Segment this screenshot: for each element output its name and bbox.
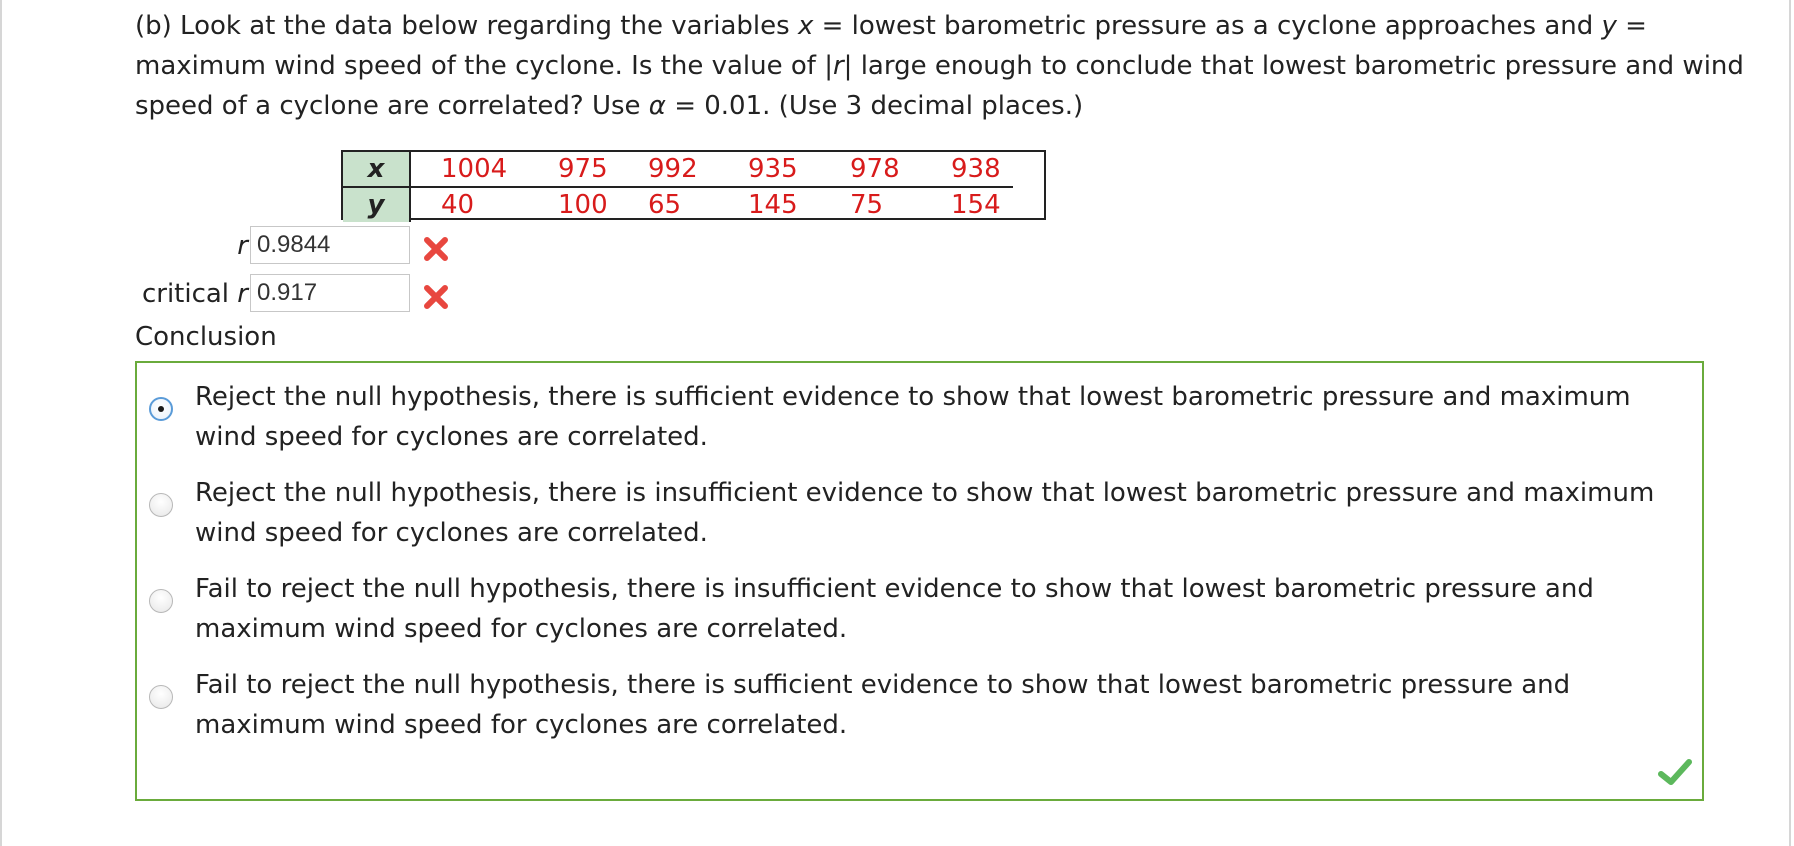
x-header: x <box>343 152 410 187</box>
question-text: (b) Look at the data below regarding the variables x = lowest barometric pressure as a cyclone approaches and y = maximum wind speed of the cyclone. Is the value of |r| large enough to conclude that lowest barometric pressure and wind speed of a cyclone are correlated? Use α = 0.01. (Use 3 decimal places.) <box>135 11 1744 121</box>
radio-button[interactable] <box>149 589 173 613</box>
critical-r-input[interactable]: 0.917 <box>250 274 410 312</box>
x-value: 978 <box>850 152 951 187</box>
x-mark-icon <box>421 234 451 264</box>
y-value: 145 <box>748 190 798 220</box>
r-label: r <box>237 231 248 261</box>
critical-r-label: critical r <box>141 279 248 309</box>
x-value: 938 <box>951 152 1013 187</box>
option-label[interactable]: Fail to reject the null hypothesis, there is insufficient evidence to show that lowest barometric pressure and maximum wind speed for cyclones are correlated. <box>195 574 1594 644</box>
option-label[interactable]: Fail to reject the null hypothesis, there is sufficient evidence to show that lowest barometric pressure and maximum wind speed for cyclones are correlated. <box>195 670 1571 740</box>
x-value: 935 <box>748 152 850 187</box>
r-input[interactable]: 0.9844 <box>250 226 410 264</box>
table-row-y <box>343 187 1013 222</box>
radio-button[interactable] <box>149 493 173 517</box>
x-value: 975 <box>558 152 648 187</box>
left-frame-border <box>0 0 2 846</box>
x-value: 1004 <box>410 152 558 187</box>
y-value: 154 <box>951 190 1001 220</box>
radio-button-selected[interactable] <box>149 397 173 421</box>
option-label[interactable]: Reject the null hypothesis, there is insufficient evidence to show that lowest barometric pressure and maximum wind speed for cyclones are correlated. <box>195 478 1655 548</box>
data-table <box>343 152 1013 222</box>
x-mark-icon <box>421 282 451 312</box>
check-mark-icon <box>1658 757 1692 787</box>
radio-button[interactable] <box>149 685 173 709</box>
option-label[interactable]: Reject the null hypothesis, there is sufficient evidence to show that lowest barometric pressure and maximum wind speed for cyclones are correlated. <box>195 382 1631 452</box>
y-value: 75 <box>850 190 884 220</box>
y-value: 40 <box>441 190 475 220</box>
conclusion-label: Conclusion <box>135 322 277 352</box>
table-row-x <box>343 152 1013 187</box>
x-value: 992 <box>648 152 748 187</box>
right-frame-border <box>1789 0 1791 846</box>
y-value: 65 <box>648 190 682 220</box>
radio-dot <box>158 406 164 412</box>
y-header: y <box>343 187 410 222</box>
conclusion-options-box <box>135 361 1704 801</box>
y-value: 100 <box>558 190 608 220</box>
